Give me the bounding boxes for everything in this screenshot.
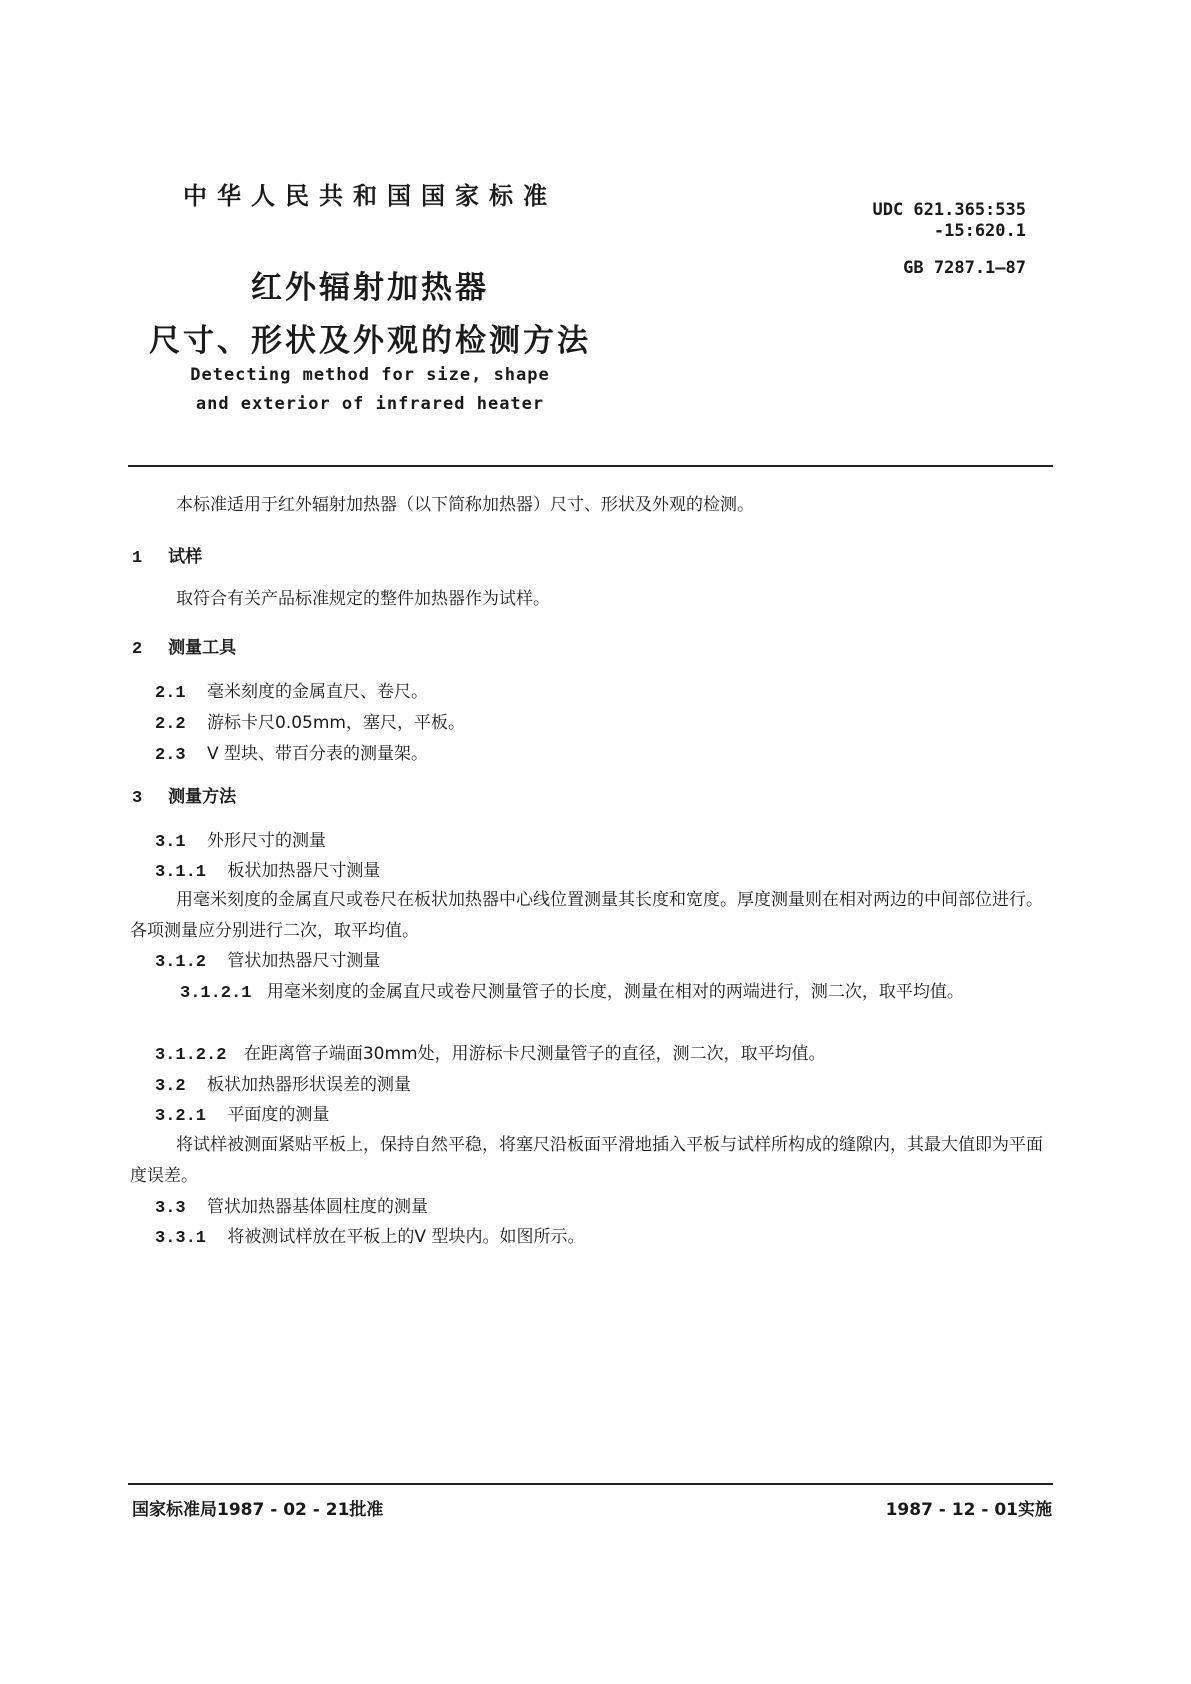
clause-text: 在距离管子端面30mm处，用游标卡尺测量管子的直径，测二次，取平均值。 bbox=[243, 1044, 826, 1064]
national-standard-label: 中华人民共和国国家标准 bbox=[183, 182, 557, 210]
clause-title: 管状加热器基体圆柱度的测量 bbox=[207, 1197, 429, 1217]
clause-3-3 bbox=[155, 1193, 428, 1223]
clause-title: 外形尺寸的测量 bbox=[207, 831, 327, 851]
clause-3-1-1-text: 用毫米刻度的金属直尺或卷尺在板状加热器中心线位置测量其长度和宽度。厚度测量则在相对两边的中间部位进行。各项测量应分别进行二次，取平均值。 bbox=[130, 890, 1043, 941]
clause-number: 3.3 bbox=[155, 1199, 186, 1218]
clause-3-1-2-2 bbox=[155, 1040, 826, 1070]
section-1-heading bbox=[132, 543, 202, 573]
clause-number: 3.1.2 bbox=[155, 953, 207, 972]
section-1-text: 取符合有关产品标准规定的整件加热器作为试样。 bbox=[176, 589, 550, 609]
clause-text: 游标卡尺0.05mm，塞尺，平板。 bbox=[207, 713, 465, 733]
udc-code-line1: UDC 621.365:535 bbox=[872, 200, 1026, 220]
section-title: 测量工具 bbox=[168, 638, 237, 658]
clause-text: 将被测试样放在平板上的V 型块内。如图所示。 bbox=[227, 1227, 585, 1247]
clause-number: 3.1.2.1 bbox=[180, 984, 252, 1003]
clause-number: 2.1 bbox=[155, 684, 186, 703]
section-title: 测量方法 bbox=[168, 787, 237, 807]
section-title: 试样 bbox=[168, 547, 203, 567]
clause-2-1 bbox=[155, 678, 428, 708]
clause-3-1-2-1 bbox=[130, 977, 1055, 1009]
section-3-heading bbox=[132, 783, 236, 813]
clause-title: 板状加热器尺寸测量 bbox=[227, 861, 381, 881]
clause-number: 3.1 bbox=[155, 833, 186, 852]
footer-divider bbox=[128, 1483, 1053, 1485]
document-title-line1: 红外辐射加热器 bbox=[251, 270, 489, 306]
clause-3-2-1 bbox=[155, 1101, 329, 1131]
clause-number: 2.2 bbox=[155, 715, 186, 734]
clause-2-2 bbox=[155, 709, 465, 739]
section-2-heading bbox=[132, 634, 236, 664]
section-number: 1 bbox=[132, 549, 143, 568]
section-number: 3 bbox=[132, 789, 143, 808]
clause-number: 2.3 bbox=[155, 746, 186, 765]
document-title-line2: 尺寸、形状及外观的检测方法 bbox=[149, 323, 591, 359]
clause-3-1-1 bbox=[155, 857, 380, 887]
clause-number: 3.2 bbox=[155, 1077, 186, 1096]
section-number: 2 bbox=[132, 640, 143, 659]
clause-3-2 bbox=[155, 1071, 411, 1101]
clause-text: 用毫米刻度的金属直尺或卷尺测量管子的长度，测量在相对的两端进行，测二次，取平均值。 bbox=[266, 982, 964, 1002]
clause-text: V 型块、带百分表的测量架。 bbox=[207, 744, 429, 764]
effective-date: 1987 - 12 - 01实施 bbox=[885, 1500, 1052, 1520]
clause-3-1-2 bbox=[155, 947, 380, 977]
english-title-line1: Detecting method for size, shape bbox=[190, 365, 550, 385]
clause-text: 毫米刻度的金属直尺、卷尺。 bbox=[207, 682, 429, 702]
clause-title: 平面度的测量 bbox=[227, 1105, 330, 1125]
clause-title: 板状加热器形状误差的测量 bbox=[207, 1075, 412, 1095]
gb-code: GB 7287.1—87 bbox=[903, 258, 1026, 278]
clause-number: 3.2.1 bbox=[155, 1107, 207, 1126]
english-title-line2: and exterior of infrared heater bbox=[195, 394, 545, 414]
header-divider bbox=[128, 465, 1053, 467]
intro-text: 本标准适用于红外辐射加热器（以下简称加热器）尺寸、形状及外观的检测。 bbox=[176, 495, 754, 515]
clause-3-1 bbox=[155, 827, 326, 857]
udc-code-line2: -15:620.1 bbox=[933, 221, 1026, 241]
approval-date: 国家标准局1987 - 02 - 21批准 bbox=[132, 1500, 384, 1520]
clause-3-3-1 bbox=[155, 1223, 584, 1253]
clause-number: 3.1.1 bbox=[155, 863, 207, 882]
clause-title: 管状加热器尺寸测量 bbox=[227, 951, 381, 971]
clause-number: 3.3.1 bbox=[155, 1229, 207, 1248]
clause-2-3 bbox=[155, 740, 428, 770]
clause-number: 3.1.2.2 bbox=[155, 1046, 227, 1065]
clause-3-2-1-text: 将试样被测面紧贴平板上，保持自然平稳，将塞尺沿板面平滑地插入平板与试样所构成的缝隙内，其最大值即为平面度误差。 bbox=[130, 1135, 1043, 1186]
